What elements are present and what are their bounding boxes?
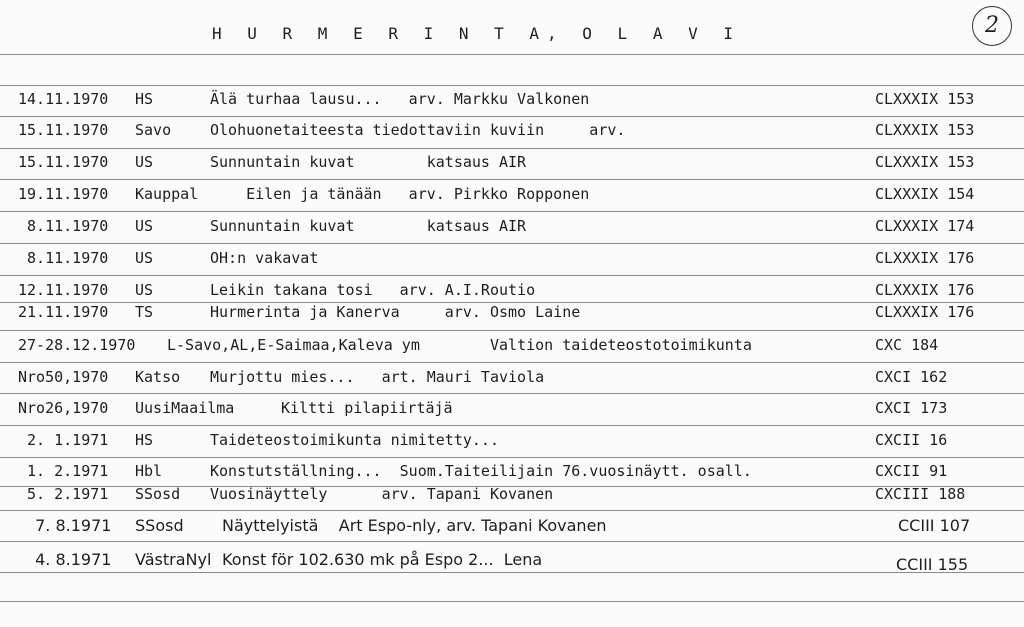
entry-date: 15.11.1970 — [18, 121, 109, 139]
entry-row — [0, 121, 1024, 143]
entry-ref: CLXXXIX 176 — [875, 249, 975, 267]
entry-text: Näyttelyistä Art Espo-nly, arv. Tapani Kovanen — [222, 516, 607, 535]
entry-ref: CLXXXIX 154 — [875, 185, 975, 203]
entry-ref: CXCI 162 — [875, 368, 948, 386]
entry-text: Valtion taideteostotoimikunta — [490, 336, 752, 354]
entry-row — [0, 431, 1024, 453]
rule-line — [0, 275, 1024, 276]
rule-line — [0, 572, 1024, 573]
entry-source: SSosd — [135, 516, 184, 535]
rule-line — [0, 457, 1024, 458]
entry-ref: CXCI 173 — [875, 399, 948, 417]
entry-source: SSosd — [135, 485, 181, 503]
entry-text: Eilen ja tänään arv. Pirkko Ropponen — [210, 185, 590, 203]
entry-text: OH:n vakavat — [210, 249, 319, 267]
entry-text: Sunnuntain kuvat katsaus AIR — [210, 217, 527, 235]
entry-date: 21.11.1970 — [18, 303, 109, 321]
card-title: H U R M E R I N T A, O L A V I — [212, 24, 741, 43]
entry-ref: CLXXXIX 176 — [875, 281, 975, 299]
entry-ref: CLXXXIX 153 — [875, 90, 975, 108]
entry-source: VästraNyl — [135, 550, 212, 569]
entry-row — [0, 153, 1024, 175]
entry-source: UusiMaailma — [135, 399, 235, 417]
entry-source: Katso — [135, 368, 181, 386]
entry-row — [0, 462, 1024, 484]
entry-ref: CXCII 91 — [875, 462, 948, 480]
entry-source: TS — [135, 303, 154, 321]
entry-ref: CXCII 16 — [875, 431, 948, 449]
entry-date: 15.11.1970 — [18, 153, 109, 171]
entry-text: Sunnuntain kuvat katsaus AIR — [210, 153, 527, 171]
entry-row — [0, 303, 1024, 325]
entry-text: Olohuonetaiteesta tiedottaviin kuviin arv. — [210, 121, 626, 139]
entry-date: 7. 8.1971 — [30, 516, 112, 535]
entry-source: HS — [135, 431, 154, 449]
entry-source: US — [135, 281, 154, 299]
entry-ref: CLXXXIX 153 — [875, 121, 975, 139]
entry-text: Vuosinäyttely arv. Tapani Kovanen — [210, 485, 554, 503]
entry-ref: CXC 184 — [875, 336, 939, 354]
rule-line — [0, 148, 1024, 149]
entry-source: Savo — [135, 121, 172, 139]
rule-line — [0, 211, 1024, 212]
entry-row — [0, 281, 1024, 303]
entry-row — [0, 399, 1024, 421]
entry-date: Nro26,1970 — [18, 399, 109, 417]
entry-text: Leikin takana tosi arv. A.I.Routio — [210, 281, 536, 299]
entry-row — [0, 90, 1024, 112]
entry-date: 12.11.1970 — [18, 281, 109, 299]
entry-date: 8.11.1970 — [18, 217, 109, 235]
entry-row — [0, 185, 1024, 207]
entry-ref: CCIII 155 — [896, 555, 969, 574]
entry-source: Hbl — [135, 462, 163, 480]
rule-line — [0, 510, 1024, 511]
entry-date: 4. 8.1971 — [30, 550, 112, 569]
rule-line — [0, 362, 1024, 363]
entry-text: Kiltti pilapiirtäjä — [281, 399, 453, 417]
rule-line — [0, 243, 1024, 244]
entry-text: Hurmerinta ja Kanerva arv. Osmo Laine — [210, 303, 581, 321]
entry-date: 1. 2.1971 — [18, 462, 109, 480]
card-number-circle: 2 — [972, 6, 1012, 46]
entry-text: Murjottu mies... art. Mauri Taviola — [210, 368, 545, 386]
entry-text: Taideteostoimikunta nimitetty... — [210, 431, 499, 449]
rule-line — [0, 541, 1024, 542]
entry-row — [0, 249, 1024, 271]
rule-line — [0, 330, 1024, 331]
entry-row — [0, 368, 1024, 390]
entry-text: Konst för 102.630 mk på Espo 2... Lena — [222, 550, 543, 569]
rule-line — [0, 601, 1024, 602]
rule-line — [0, 54, 1024, 55]
entry-date: Nro50,1970 — [18, 368, 109, 386]
entry-date: 8.11.1970 — [18, 249, 109, 267]
entry-source: HS — [135, 90, 154, 108]
entry-date: 14.11.1970 — [18, 90, 109, 108]
entry-ref: CLXXXIX 153 — [875, 153, 975, 171]
entry-row — [0, 485, 1024, 507]
rule-line — [0, 179, 1024, 180]
rule-line — [0, 393, 1024, 394]
rule-line — [0, 116, 1024, 117]
entry-date: 2. 1.1971 — [18, 431, 109, 449]
entry-date: 5. 2.1971 — [18, 485, 109, 503]
entry-row — [0, 516, 1024, 538]
entry-source: US — [135, 249, 154, 267]
entry-source: US — [135, 217, 154, 235]
entry-ref: CCIII 107 — [898, 516, 971, 535]
entry-date: 27-28.12.1970 — [18, 336, 136, 354]
entry-text: Konstutställning... Suom.Taiteilijain 76.vuosinäytt. osall. — [210, 462, 752, 480]
entry-ref: CXCIII 188 — [875, 485, 966, 503]
rule-line — [0, 85, 1024, 86]
entry-ref: CLXXXIX 176 — [875, 303, 975, 321]
entry-source: Kauppal — [135, 185, 199, 203]
entry-ref: CLXXXIX 174 — [875, 217, 975, 235]
entry-source: US — [135, 153, 154, 171]
rule-line — [0, 425, 1024, 426]
entry-row — [0, 217, 1024, 239]
entry-row — [0, 550, 1024, 572]
entry-source: L-Savo,AL,E-Saimaa,Kaleva ym — [167, 336, 420, 354]
entry-date: 19.11.1970 — [18, 185, 109, 203]
entry-row — [0, 336, 1024, 358]
entry-text: Älä turhaa lausu... arv. Markku Valkonen — [210, 90, 590, 108]
